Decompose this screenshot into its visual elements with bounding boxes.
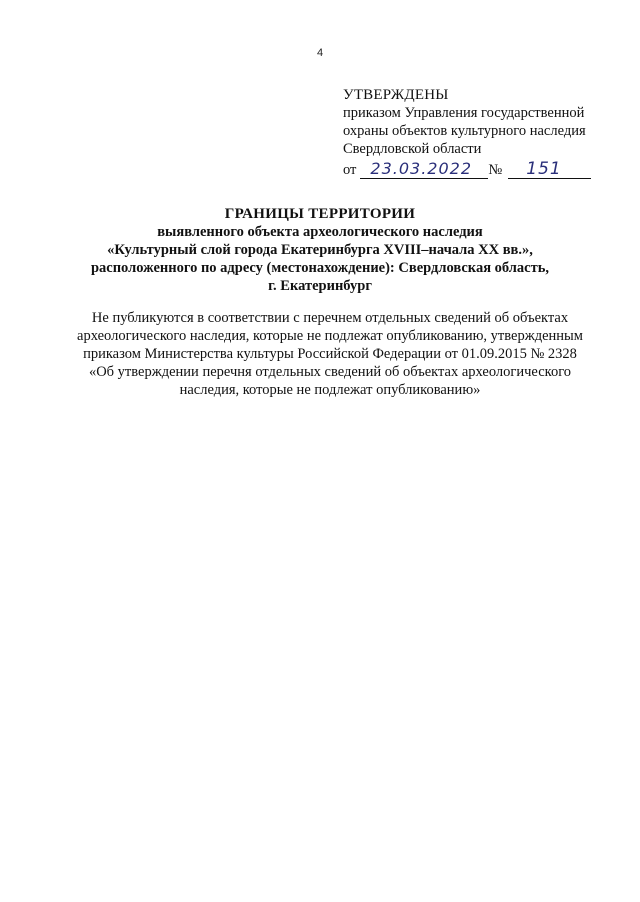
title-main: ГРАНИЦЫ ТЕРРИТОРИИ xyxy=(224,206,416,222)
date-prefix: от xyxy=(343,162,357,178)
page-number: 4 xyxy=(316,47,324,59)
handwritten-number: 151 xyxy=(526,159,562,179)
date-field xyxy=(360,160,488,179)
notice-line: археологического наследия, которые не подлежат опубликованию, утвержденным xyxy=(77,328,583,344)
notice-line: наследия, которые не подлежат опубликованию» xyxy=(179,382,481,398)
approval-heading: УТВЕРЖДЕНЫ xyxy=(343,87,449,103)
title-line: расположенного по адресу (местонахождение): Свердловская область, xyxy=(90,260,550,276)
order-date-number-line xyxy=(343,160,613,179)
title-line: выявленного объекта археологического наследия xyxy=(157,224,483,240)
approval-line: Свердловской области xyxy=(343,141,482,157)
document-title xyxy=(40,205,600,295)
approval-block xyxy=(343,86,613,179)
title-line: «Культурный слой города Екатеринбурга XVIII–начала XX вв.», xyxy=(107,242,533,258)
handwritten-date: 23.03.2022 xyxy=(370,159,473,178)
title-line: г. Екатеринбург xyxy=(268,278,372,294)
approval-line: приказом Управления государственной xyxy=(343,105,585,121)
number-field xyxy=(508,160,591,179)
publication-notice xyxy=(40,309,620,399)
notice-line: «Об утверждении перечня отдельных сведений об объектах археологического xyxy=(88,364,572,380)
notice-line: приказом Министерства культуры Российской Федерации от 01.09.2015 № 2328 xyxy=(83,346,577,362)
notice-line: Не публикуются в соответствии с перечнем отдельных сведений об объектах xyxy=(91,310,569,326)
number-prefix: № xyxy=(488,162,503,178)
approval-line: охраны объектов культурного наследия xyxy=(343,123,586,139)
